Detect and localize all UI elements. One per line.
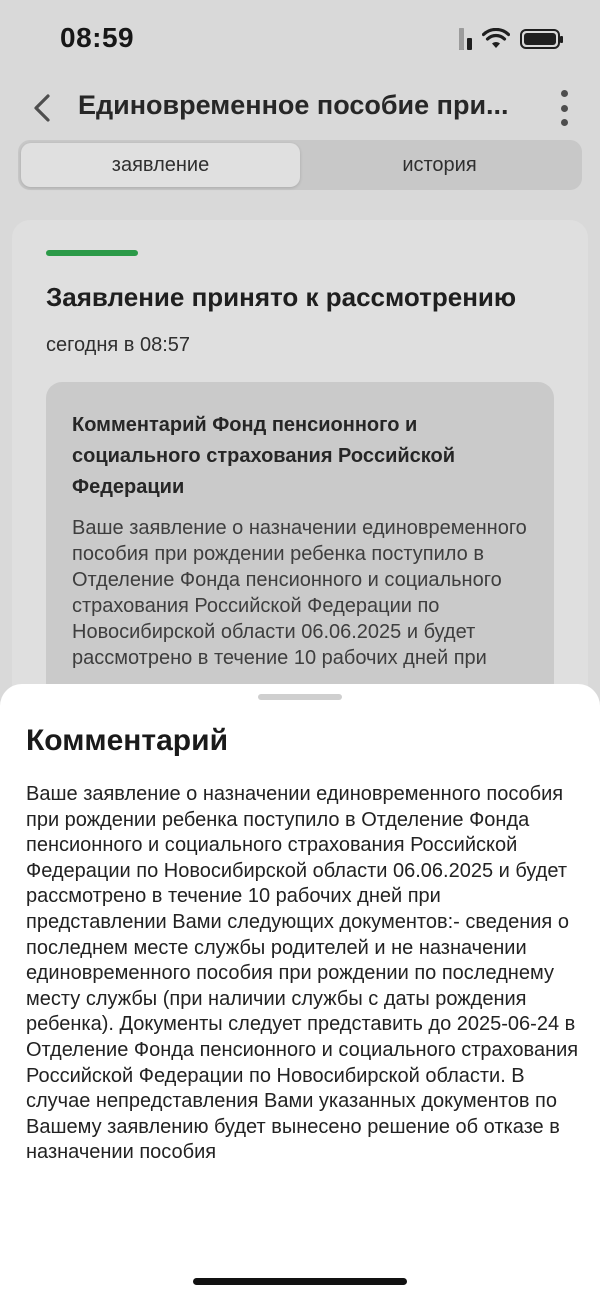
status-title: Заявление принято к рассмотрению	[46, 282, 517, 312]
tab-application[interactable]: заявление	[21, 143, 300, 187]
comment-org-title: Комментарий Фонд пенсионного и социального страхования Российской Федерации	[72, 414, 456, 498]
page-title: Единовременное пособие при...	[78, 90, 509, 120]
comment-bottom-sheet	[0, 684, 600, 1297]
home-indicator[interactable]	[193, 1278, 407, 1285]
status-time: 08:59	[60, 22, 135, 53]
tab-history[interactable]: история	[402, 153, 477, 176]
status-date: сегодня в 08:57	[46, 334, 190, 356]
sheet-comment-text: Ваше заявление о назначении единовременного пособия при рождении ребенка поступило в Отделение Фонда пенсионного и социального страхования Российской Федерации по Новосибирской области 06.06.2025 и будет рассмотрено в течение 10 рабочих дней при представлении Вами следующих документов:- сведения о последнем месте службы родителей и не назначении единовременного пособия при рождении по последнему месту службы (при наличии службы с даты рождения ребенка). Документы следует представить до 2025-06-24 в Отделение Фонда пенсионного и социального страхования Российской Федерации по Новосибирской области. В случае непредставления Вами указанных документов по Вашему заявлению будет вынесено решение об отказе в назначении пособия	[26, 783, 579, 1164]
sheet-grabber-handle[interactable]	[258, 694, 342, 700]
sheet-title: Комментарий	[26, 724, 229, 757]
comment-preview-text: Ваше заявление о назначении единовременного пособия при рождении ребенка поступило в Отделение Фонда пенсионного и социального страхования Российской Федерации по Новосибирской области 06.06.2025 и будет рассмотрено в течение 10 рабочих дней при	[72, 517, 527, 669]
